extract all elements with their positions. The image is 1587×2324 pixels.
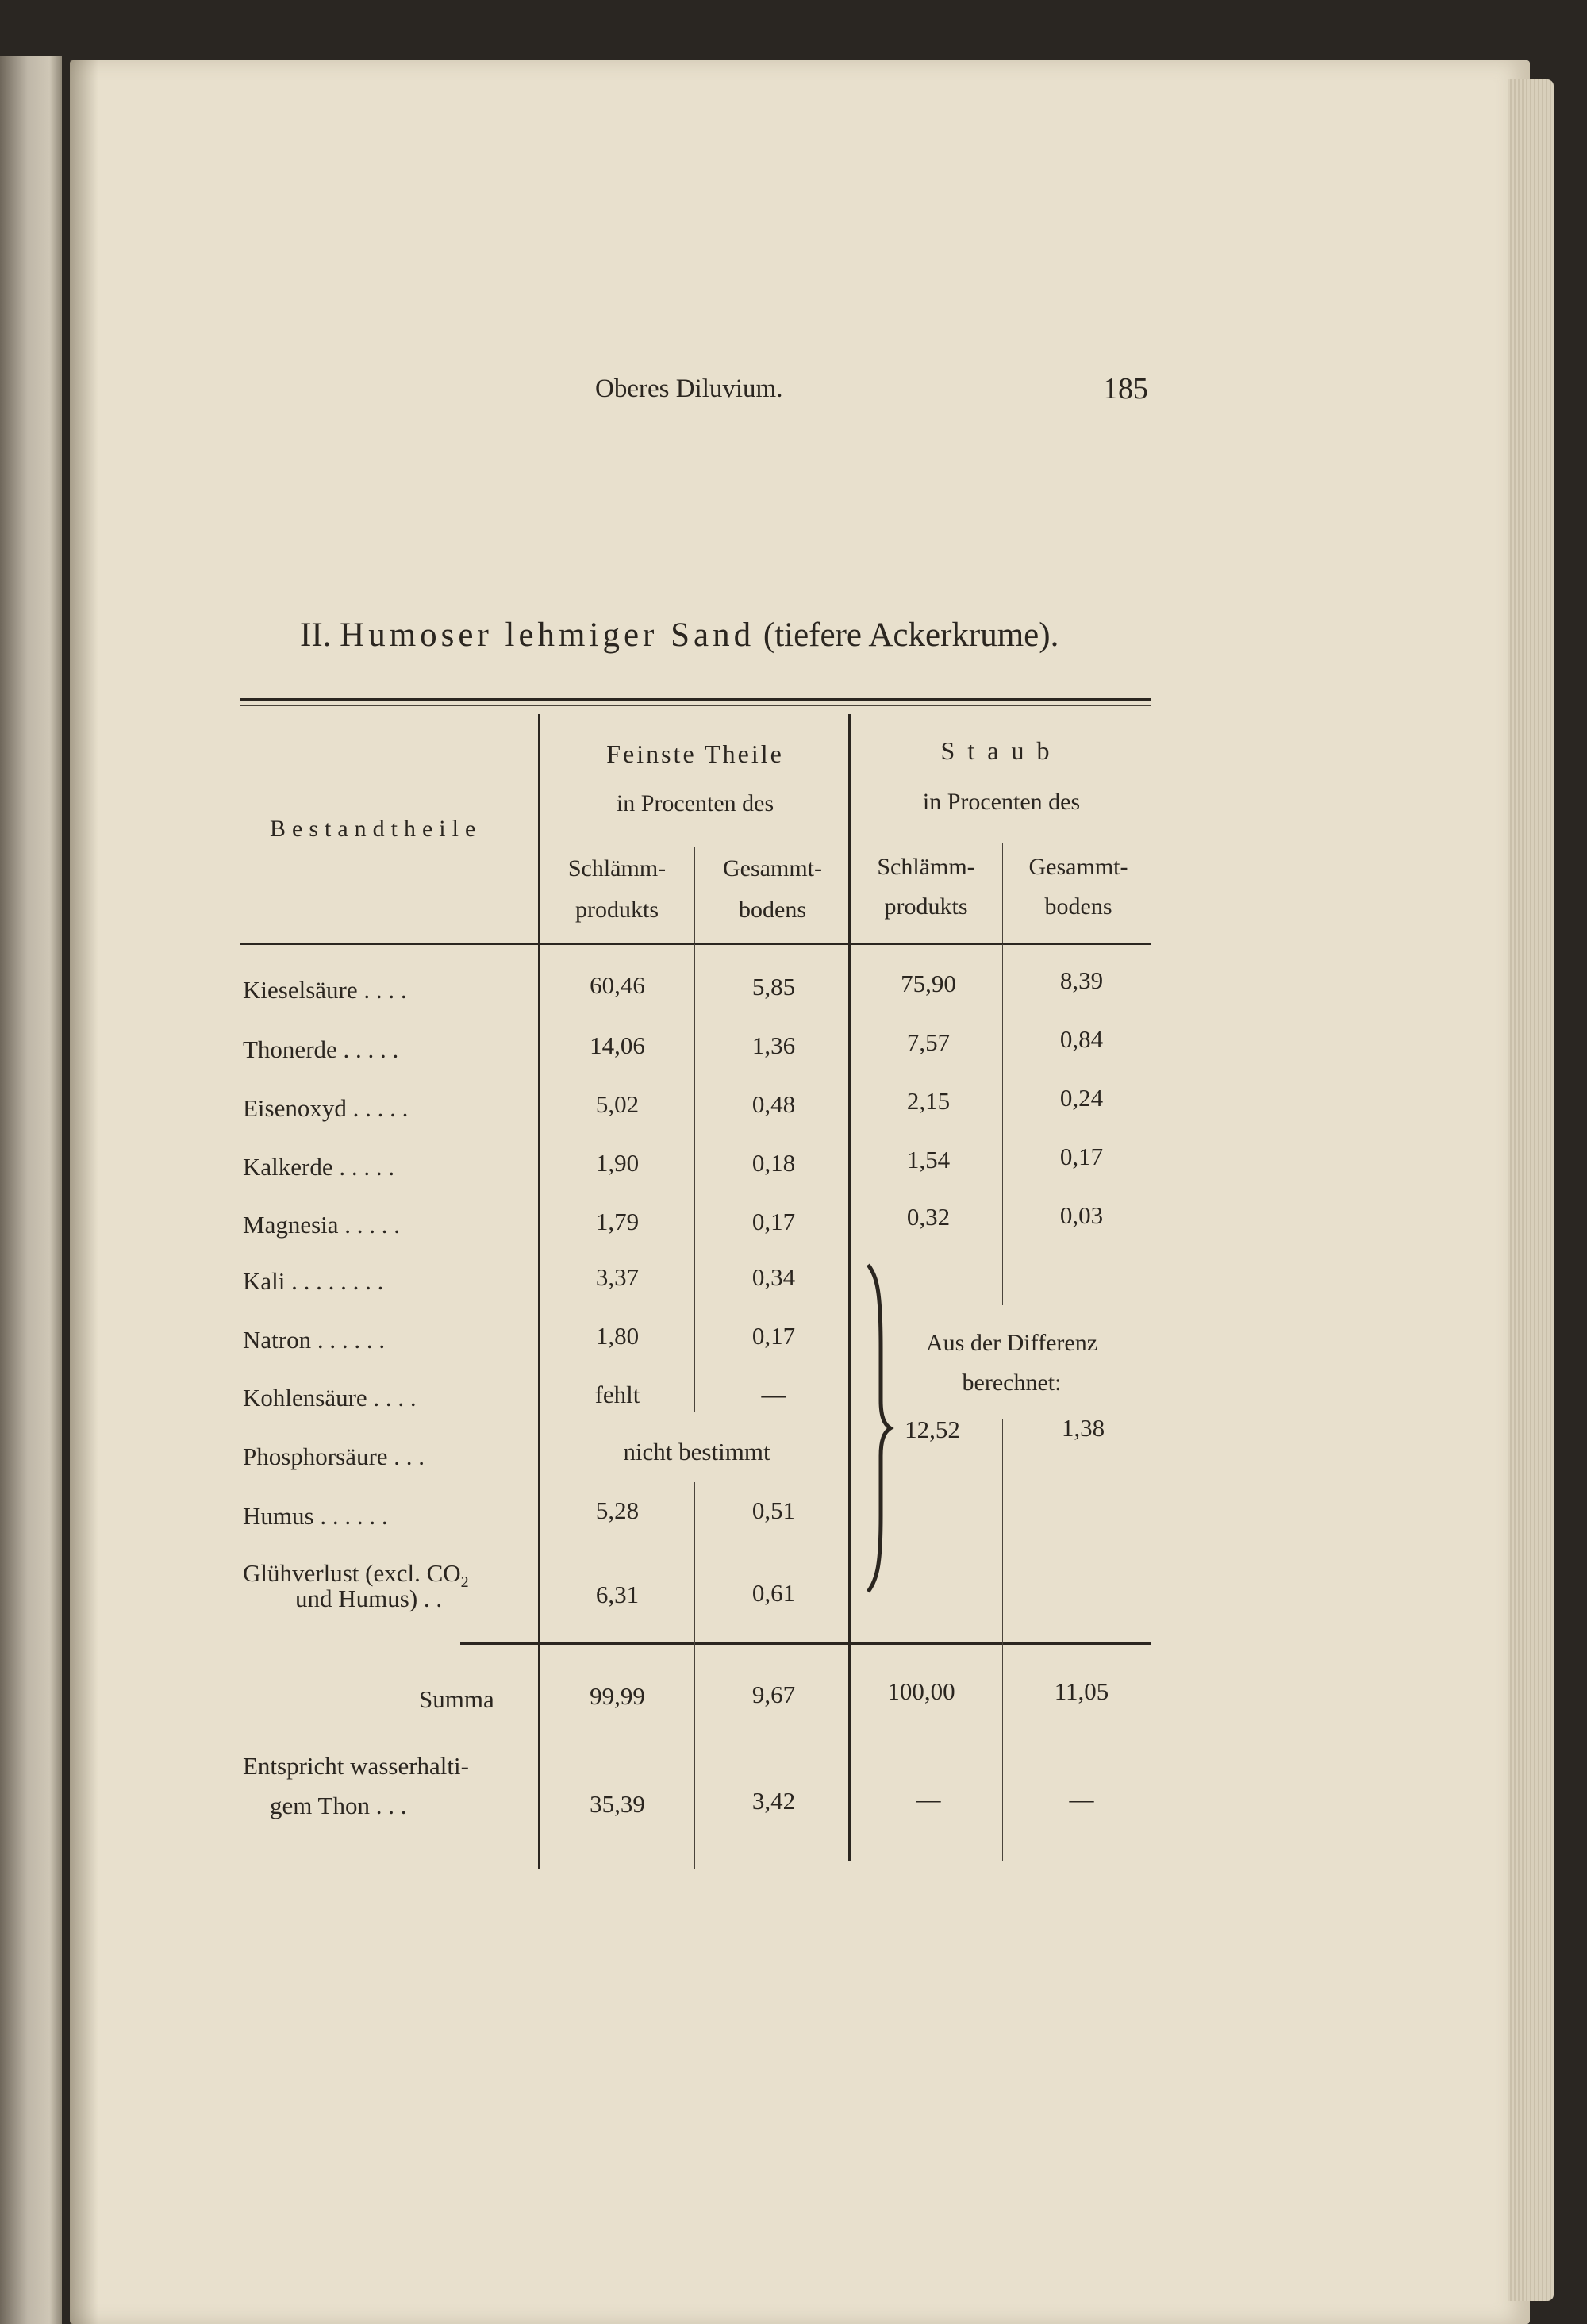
co2-subscript: 2 [460,1573,469,1592]
book-page [70,60,1530,2324]
table-top-rule [240,698,1151,701]
cell-feinste-schlaemm: 14,06 [590,1031,645,1059]
entspricht-staub-gesammt: — [1069,1785,1094,1813]
cell-feinste-schlaemm: fehlt [594,1381,640,1408]
cell-feinste-gesammt: 1,36 [751,1031,796,1059]
cell-feinste-schlaemm: 1,90 [595,1149,640,1177]
section-title-rest: (tiefere Ackerkrume). [763,617,1059,654]
entspricht-feinste-schlaemm: 35,39 [590,1790,645,1818]
col-divider-4a [1002,944,1003,1305]
gluehverlust-line2: und Humus) . . [295,1585,443,1612]
row-label: Natron . . . . . . [243,1326,386,1354]
cell-feinste-schlaemm: 1,79 [595,1208,640,1235]
summa-feinste-gesammt: 9,67 [751,1681,796,1708]
cell-staub-schlaemm: 7,57 [906,1028,951,1056]
differenz-note-line2: berechnet: [962,1369,1062,1396]
row-label: Magnesia . . . . . [243,1211,401,1239]
cell-staub-gesammt: 0,84 [1059,1025,1104,1053]
entspricht-feinste-gesammt: 3,42 [751,1787,796,1815]
row-label: Phosphorsäure . . . [243,1442,425,1470]
group2-col2-line1: Gesammt- [1028,854,1128,880]
cell-staub-gesammt: 8,39 [1059,966,1104,994]
table-top-rule-thin [240,705,1151,706]
col-divider-1 [538,714,540,1869]
entspricht-line1: Entspricht wasserhalti- [243,1752,469,1780]
page-number: 185 [1103,372,1148,405]
cell-feinste-gesammt: 0,17 [751,1208,796,1235]
cell-feinste-gesammt: — [761,1381,786,1408]
cell-feinste-merged: nicht bestimmt [623,1438,770,1465]
group2-title: Staub [940,736,1062,765]
cell-staub-schlaemm: 75,90 [901,970,956,997]
entspricht-staub-schlaemm: — [916,1785,941,1813]
group1-col1-line2: produkts [575,897,659,923]
cell-feinste-gesammt: 0,51 [751,1496,796,1524]
cell-feinste-gesammt: 0,34 [751,1263,796,1291]
col-label-bestandtheile: Bestandtheile [270,816,482,842]
gluehverlust-line1: Glühverlust (excl. CO [243,1559,461,1587]
section-title [300,616,1059,655]
facing-page-edge [0,56,62,2324]
cell-staub-gesammt: 0,24 [1059,1084,1104,1112]
group1-col2-line2: bodens [739,897,806,923]
cell-feinste-gesammt: 5,85 [751,973,796,1001]
group1-col1-line1: Schlämm- [567,855,667,882]
row-label: Eisenoxyd . . . . . [243,1094,409,1122]
cell-feinste-schlaemm: 5,28 [595,1496,640,1524]
summa-rule [460,1642,1151,1645]
summa-staub-schlaemm: 100,00 [887,1677,955,1705]
running-title: Oberes Diluvium. [595,375,783,403]
cell-staub-schlaemm: 0,32 [906,1203,951,1231]
cell-feinste-schlaemm: 60,46 [590,971,645,999]
group1-title: Feinste Theile [606,739,784,768]
summa-label: Summa [419,1685,494,1713]
cell-feinste-gesammt: 0,18 [751,1149,796,1177]
cell-staub-gesammt-diff: 1,38 [1061,1414,1105,1442]
page-fore-edge [1508,79,1554,2301]
cell-staub-schlaemm: 1,54 [906,1146,951,1174]
cell-feinste-gesammt: 0,17 [751,1322,796,1350]
row-label: Thonerde . . . . . [243,1035,399,1063]
cell-staub-gesammt: 0,03 [1059,1201,1104,1229]
section-number: II. [300,617,332,654]
group2-col1-line1: Schlämm- [877,854,975,880]
group2-col2-line2: bodens [1044,893,1112,920]
group2-col1-line2: produkts [884,893,968,920]
cell-feinste-gesammt: 0,48 [751,1090,796,1118]
section-title-spaced: Humoser lehmiger Sand [340,617,755,654]
row-label: Kalkerde . . . . . [243,1153,395,1181]
cell-feinste-gesammt: 0,61 [751,1579,796,1607]
cell-feinste-schlaemm: 5,02 [595,1090,640,1118]
row-label: Kohlensäure . . . . [243,1384,417,1412]
entspricht-line2: gem Thon . . . [270,1792,407,1819]
row-label: Kieselsäure . . . . [243,976,407,1004]
cell-feinste-schlaemm: 6,31 [595,1581,640,1608]
cell-staub-gesammt: 0,17 [1059,1143,1104,1170]
cell-staub-schlaemm-diff: 12,52 [905,1416,960,1443]
summa-staub-gesammt: 11,05 [1054,1677,1109,1705]
cell-feinste-schlaemm: 1,80 [595,1322,640,1350]
row-label: Kali . . . . . . . . [243,1267,384,1295]
differenz-note-line1: Aus der Differenz [925,1330,1098,1356]
group2-subtitle: in Procenten des [922,789,1081,815]
row-label: Humus . . . . . . [243,1502,388,1530]
summa-feinste-schlaemm: 99,99 [590,1682,645,1710]
cell-feinste-schlaemm: 3,37 [595,1263,640,1291]
header-bottom-rule [240,943,1151,945]
group1-col2-line1: Gesammt- [723,855,822,882]
col-divider-2a [694,944,695,1412]
col-divider-2b [694,1482,695,1869]
group1-subtitle: in Procenten des [616,790,774,816]
cell-staub-schlaemm: 2,15 [906,1087,951,1115]
page-gutter-shadow [70,60,98,2324]
